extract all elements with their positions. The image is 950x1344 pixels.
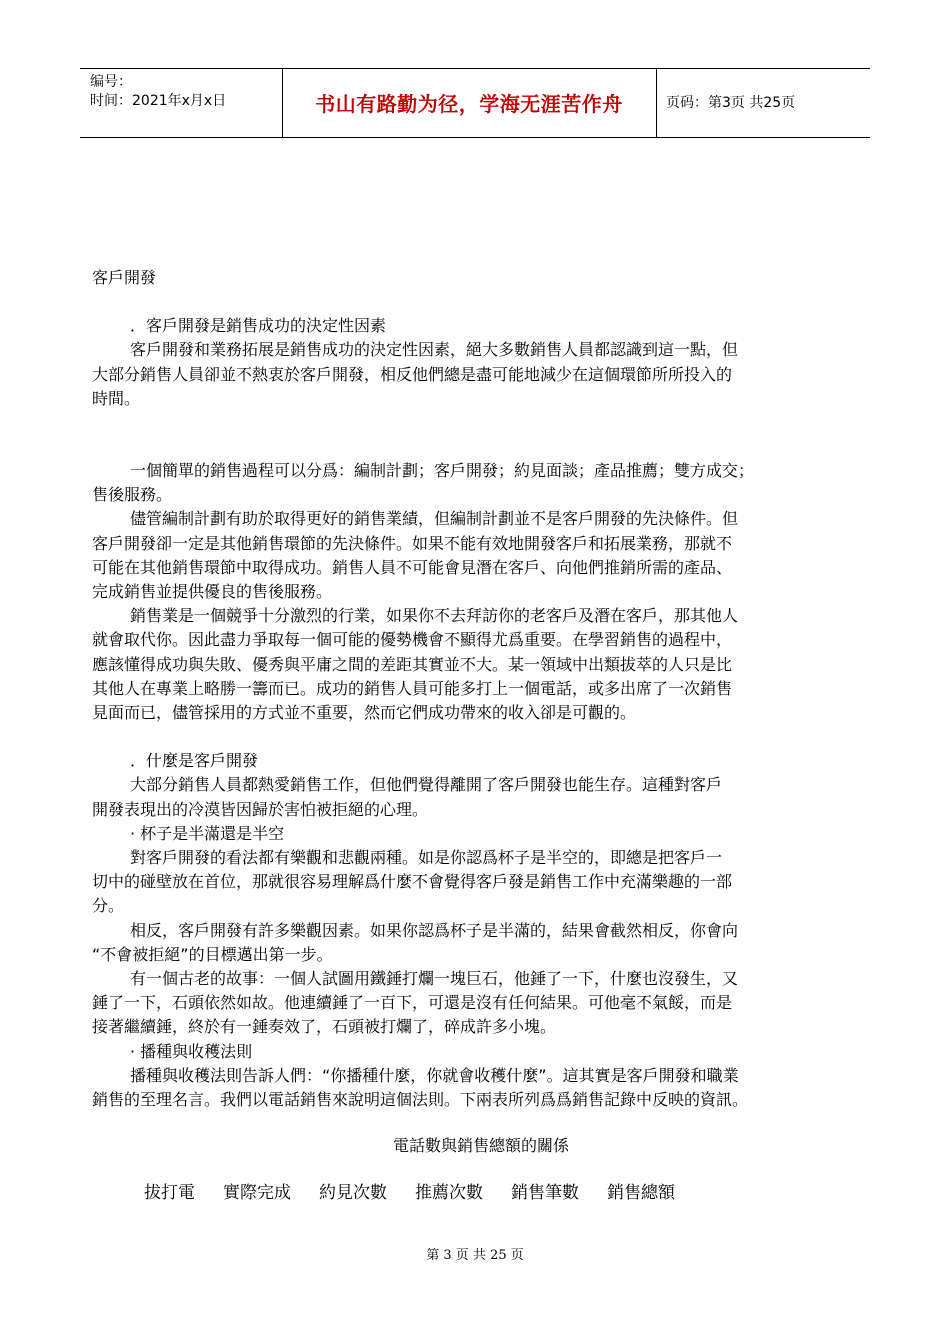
paragraph-1: 客戶開發和業務拓展是銷售成功的決定性因素，絕大多數銷售人員都認識到這一點，但 大部分銷售人員卻並不熱衷於客戶開發，相反他們總是盡可能地減少在這個環節所所投入的 時間。 [92, 340, 739, 408]
doc-time-label: 时间：2021年x月x日 [90, 93, 227, 109]
header-motto: 书山有路勤为径，学海无涯苦作舟 [315, 92, 623, 116]
table-header-cell: 銷售總額 [607, 1182, 675, 1203]
table-header-cell: 實際完成 [223, 1182, 291, 1203]
paragraph-5: 大部分銷售人員都熱愛銷售工作，但他們覺得離開了客戶開發也能生存。這種對客戶 開發表現出的冷漠皆因歸於害怕被拒絕的心理。 [92, 775, 723, 819]
header-page-cell [656, 69, 870, 137]
sub-heading-sowing: · 播種與收穫法則 [130, 1041, 253, 1061]
paragraph-4: 銷售業是一個競爭十分激烈的行業，如果你不去拜訪你的老客戶及潛在客戶，那其他人 就會取代你。因此盡力爭取每一個可能的優勢機會不顯得尤爲重要。在學習銷售的過程中， 應該懂得成功與失敗、優秀與平庸之間的差距其實並不大。某一領域中出類拔萃的人只是比 其他人在專業上略勝一籌而已。成功的銷售人員可能多打上一個電話，或多出席了一次銷售 見面而已，儘管採用的方式並不重要，然而它們成功帶來的收入卻是可觀的。 [92, 606, 739, 723]
table-header-row [92, 1181, 882, 1205]
section-heading-2: ．什麼是客戶開發 [130, 751, 259, 771]
paragraph-7: 相反，客戶開發有許多樂觀因素。如果你認爲杯子是半滿的，結果會截然相反，你會向 “不會被拒絕”的目標邁出第一步。 [92, 920, 739, 964]
paragraph-2: 一個簡單的銷售過程可以分爲：編制計劃；客戶開發；約見面談；產品推薦；雙方成交； 售後服務。 [92, 461, 755, 505]
section-heading-1: ．客戶開發是銷售成功的決定性因素 [130, 316, 387, 336]
header-info-cell [80, 69, 283, 137]
table-header-cell: 約見次數 [319, 1182, 387, 1203]
header-motto-cell [282, 69, 657, 137]
table-title: 電話數與銷售總額的關係 [392, 1136, 569, 1156]
table-header-cell: 拔打電 [144, 1182, 195, 1203]
document-body [92, 266, 882, 1205]
paragraph-3: 儘管編制計劃有助於取得更好的銷售業績，但編制計劃並不是客戶開發的先決條件。但 客戶開發卻一定是其他銷售環節的先決條件。如果不能有效地開發客戶和拓展業務，那就不 可能在其他銷售環節中取得成功。銷售人員不可能會見潛在客戶、向他們推銷所需的產品、 完成銷售並提供優良的售後服務。 [92, 509, 739, 602]
page-footer: 第 3 页 共 25 页 [426, 1248, 524, 1263]
doc-title: 客戶開發 [92, 268, 157, 287]
doc-number-label: 编号： [90, 74, 132, 90]
page-header [80, 68, 870, 138]
table-header-cell: 推薦次數 [415, 1182, 483, 1203]
paragraph-6: 對客戶開發的看法都有樂觀和悲觀兩種。如是你認爲杯子是半空的，即總是把客戶一 切中的碰壁放在首位，那就很容易理解爲什麼不會覺得客戶發是銷售工作中充滿樂趣的一部 分。 [92, 848, 733, 916]
sub-heading-cup: · 杯子是半滿還是半空 [130, 823, 285, 843]
table-header-cell: 銷售筆數 [511, 1182, 579, 1203]
paragraph-9: 播種與收穫法則告訴人們：“你播種什麼，你就會收穫什麼”。這其實是客戶開發和職業 銷售的至理名言。我們以電話銷售來說明這個法則。下兩表所列爲爲銷售記錄中反映的資訊。 [92, 1065, 749, 1110]
paragraph-8: 有一個古老的故事：一個人試圖用鐵錘打爛一塊巨石，他錘了一下，什麼也沒發生，又 錘了一下，石頭依然如故。他連續錘了一百下，可還是沒有任何結果。可他毫不氣餒，而是 接著繼續錘，終於有一錘奏效了，石頭被打爛了，碎成許多小塊。 [92, 969, 739, 1037]
header-page-info: 页码：第3页 共25页 [666, 95, 796, 111]
